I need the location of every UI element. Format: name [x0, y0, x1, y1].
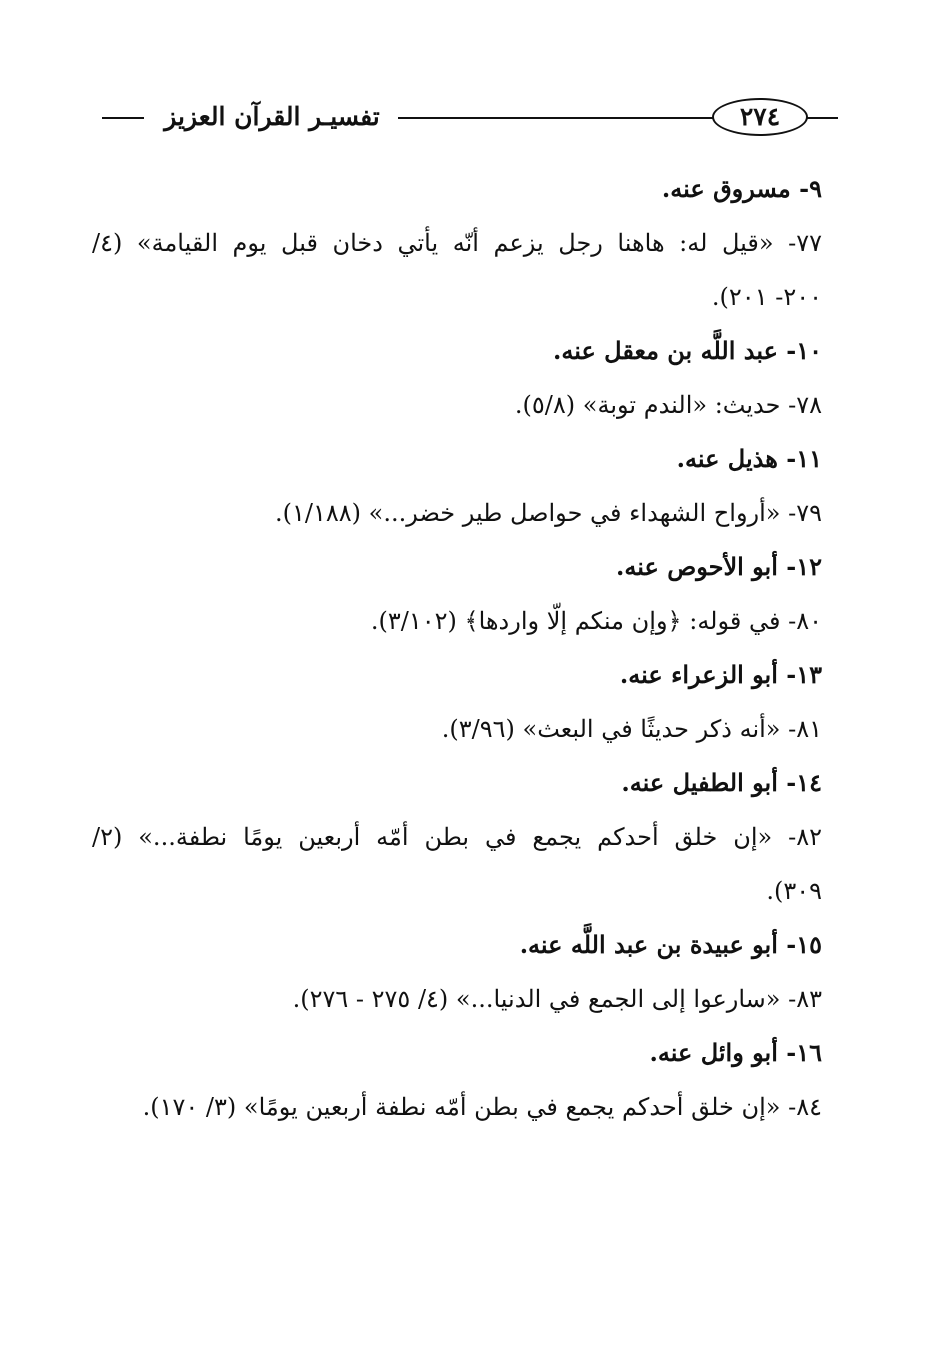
hadith-entry	[92, 216, 822, 324]
running-title: تفسيـر القرآن العزيز	[164, 102, 380, 131]
hadith-line: ٨٢- «إن خلق أحدكم يجمع في بطن أمّه أربعين يومًا نطفة...» (٢/	[92, 823, 822, 851]
hadith-entry: ٧٩- «أرواح الشهداء في حواصل طير خضر...» (١/١٨٨).	[275, 499, 822, 527]
header-rule-left	[102, 117, 144, 119]
hadith-entry: ٨١- «أنه ذكر حديثًا في البعث» (٣/٩٦).	[441, 715, 822, 743]
hadith-line-continued: ٢٠٠- ٢٠١).	[711, 283, 822, 311]
page-number: ٢٧٤	[712, 98, 808, 136]
narrator-heading: ١٦- أبو وائل عنه.	[649, 1038, 822, 1067]
narrator-heading: ١٢- أبو الأحوص عنه.	[616, 552, 822, 581]
hadith-entry: ٧٨- حديث: «الندم توبة» (٥/٨).	[514, 391, 822, 419]
narrator-heading: ١١- هذيل عنه.	[676, 444, 822, 473]
narrator-heading: ١٤- أبو الطفيل عنه.	[621, 768, 822, 797]
narrator-heading: ٩- مسروق عنه.	[661, 174, 822, 203]
hadith-entry: ٨٠- في قوله: ﴿وإن منكم إلّا واردها﴾ (٣/١٠٢).	[370, 607, 822, 635]
hadith-entry	[92, 810, 822, 918]
narrator-heading: ١٣- أبو الزعراء عنه.	[619, 660, 822, 689]
narrator-heading: ١٠- عبد اللَّه بن معقل عنه.	[553, 336, 822, 365]
hadith-entry: ٨٤- «إن خلق أحدكم يجمع في بطن أمّه نطفة أربعين يومًا» (٣/ ١٧٠).	[142, 1093, 822, 1121]
page-body	[92, 162, 822, 1134]
narrator-heading: ١٥- أبو عبيدة بن عبد اللَّه عنه.	[519, 930, 822, 959]
hadith-entry: ٨٣- «سارعوا إلى الجمع في الدنيا...» (٤/ ٢٧٥ - ٢٧٦).	[292, 985, 822, 1013]
hadith-line-continued: ٣٠٩).	[766, 877, 822, 905]
page-header	[96, 96, 838, 140]
hadith-line: ٧٧- «قيل له: هاهنا رجل يزعم أنّه يأتي دخان قبل يوم القيامة» (٤/	[92, 229, 822, 257]
